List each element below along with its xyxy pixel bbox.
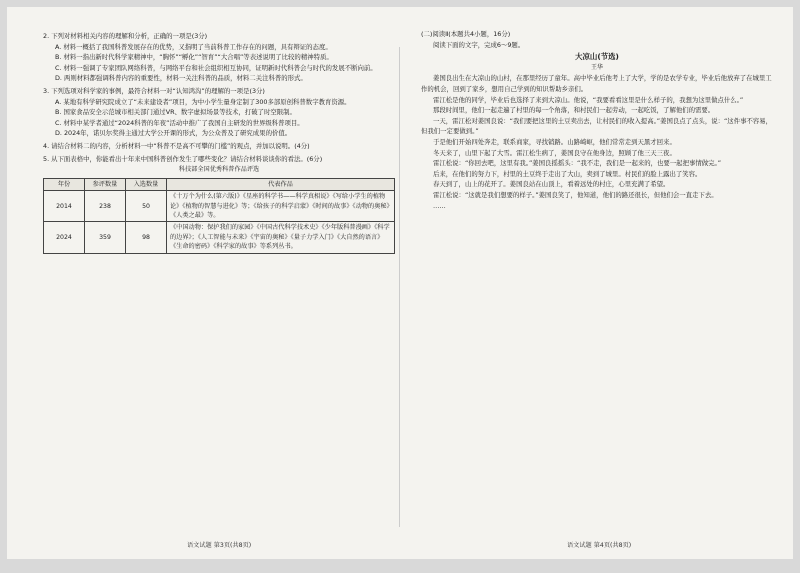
question-2-stem: 2. 下列对材料相关内容的理解和分析，正确的一项是(3分) (43, 32, 208, 40)
table-cell-submitted: 238 (85, 191, 126, 222)
right-page (421, 29, 773, 211)
question-3-option-d: D. 2024年，诺贝尔奖得主通过大学公开课的形式，为公众普及了研究成果的价值。 (55, 129, 292, 138)
passage-paragraph: 雷江松说：“这就是我们想要的样子。”姜国良笑了，他知道，他们的路还很长，但他们会一直走下去。 (433, 190, 718, 199)
science-works-table (43, 178, 395, 254)
left-page (43, 29, 395, 254)
table-cell-works: 《中国动物：保护我们的家园》《中国古代科学技术史》《少年版科普漫画》《科学的边界》；《人工智能与未来》《宇宙的奥秘》《量子力学入门》《大自然的语言》《生命的密码》《科学家的故事》等系列丛书。 (167, 222, 395, 253)
passage-paragraph: …… (433, 201, 446, 210)
passage-author: 王华 (590, 63, 603, 71)
left-page-footer: 语文试题 第3页(共8页) (187, 542, 252, 549)
section-heading: (二)阅读Ⅱ(本题共4小题，16分) (421, 30, 511, 38)
table-header-year: 年份 (44, 178, 85, 190)
passage-paragraph: 后来，在他们的努力下，村里的土豆终于走出了大山，卖到了城里。村民们的脸上露出了笑容。 (433, 169, 702, 178)
question-3-option-b: B. 国家食品安全示范城市相关部门通过VR、数字虚拟场景等技术，打破了时空限制。 (55, 108, 296, 117)
table-caption: 科技部全国优秀科普作品评选 (178, 166, 260, 174)
reading-instruction: 阅读下面的文字，完成6～9题。 (433, 40, 525, 49)
passage-paragraph: 春天到了，山上的花开了。姜国良站在山顶上，看着远处的村庄，心里充满了希望。 (433, 180, 670, 189)
question-3-option-c: C. 材料中某学者通过“2024科普的年夜”活动中推广了我国自主研发的世界级科普项目。 (55, 118, 304, 127)
table-row (44, 191, 395, 222)
passage-paragraph: 一天，雷江松对姜国良说：“我们要把这里的土豆卖出去，让村民们的收入提高。”姜国良点了点头，说：“这件事不容易，但我们一定要做到。” (421, 116, 773, 136)
question-2-option-d: D. 两则材料都强调科普内容的重要性，材料一关注科普的品质，材料二关注科普的形式。 (55, 74, 307, 83)
table-header-submitted: 参评数量 (85, 178, 126, 190)
table-cell-submitted: 359 (85, 222, 126, 253)
passage-paragraph: 那段时间里，他们一起走遍了村里的每一个角落，和村民们一起劳动，一起吃饭，了解他们的需要。 (433, 106, 715, 115)
passage-title: 大凉山(节选) (575, 52, 619, 62)
table-row (44, 222, 395, 253)
question-3-option-a: A. 某地有科学研究院成立了“未来建设者”项目，为中小学生量身定制了300多部原创科普数字教育资源。 (55, 97, 351, 106)
question-2-option-b: B. 材料一指出新时代科学家精神中，“胸怀”“孵化”“智育”“大合唱”等表述说明了比较的精神特质。 (55, 53, 333, 62)
passage-paragraph: 于是他们开始四处奔走，联系商家，寻找销路。山路崎岖，他们常常走到天黑才回来。 (433, 137, 676, 146)
question-3-stem: 3. 下列选项对科学家的事例，最符合材料一对“认知鸿沟”的理解的一项是(3分) (43, 86, 265, 95)
passage-paragraph: 雷江松是他的同学，毕业后也选择了来到大凉山。他说，“我要看看这里是什么样子的，我想为这里做点什么。” (433, 95, 744, 104)
table-cell-selected: 50 (126, 191, 167, 222)
question-4: 4. 请结合材料二的内容，分析材料一中“科普不是高不可攀的门槛”的观点，并加以说明。(4分) (43, 141, 310, 150)
table-header-works: 代表作品 (167, 178, 395, 190)
right-page-footer: 语文试题 第4页(共8页) (567, 542, 632, 549)
table-cell-year: 2024 (44, 222, 85, 253)
page-divider (399, 47, 400, 527)
table-cell-works: 《十万个为什么(第六版)》《星座的科学书——科学真相说》《写给小学生的植物论》《植物的智慧与进化》等；《给孩子的科学启蒙》《时间的故事》《动物的奥秘》《人类之最》等。 (167, 191, 395, 222)
passage-paragraph: 冬天来了，山里下起了大雪。雷江松生病了，姜国良守在他身边，照顾了他三天三夜。 (433, 148, 676, 157)
passage-paragraph: 姜国良出生在大凉山的山村，在那里经历了童年。高中毕业后他考上了大学，学的是农学专业，毕业后他放弃了在城里工作的机会，回到了家乡，想用自己学到的知识帮助乡亲们。 (421, 74, 772, 93)
table-header-row (44, 178, 395, 190)
exam-sheet (7, 7, 793, 559)
table-cell-year: 2014 (44, 191, 85, 222)
question-5: 5. 从下面表格中，你能看出十年来中国科普创作发生了哪些变化？请结合材料谈谈你的看法。(6分) (43, 154, 323, 163)
passage-paragraph: 雷江松说：“你回去吧，这里有我。”姜国良摇摇头：“我不走，我们是一起来的，也要一起把事情做完。” (433, 159, 722, 168)
table-header-selected: 入选数量 (126, 178, 167, 190)
question-2-option-a: A. 材料一概括了我国科普发展存在的优势，又指明了当前科普工作存在的问题，具有辩证的态度。 (55, 42, 332, 51)
question-2-option-c: C. 材料一强调了专家团队网络科普，与网络平台和社会组织相互协同，证明新时代科普会与时代的发展不断向前。 (55, 63, 377, 72)
table-cell-selected: 98 (126, 222, 167, 253)
